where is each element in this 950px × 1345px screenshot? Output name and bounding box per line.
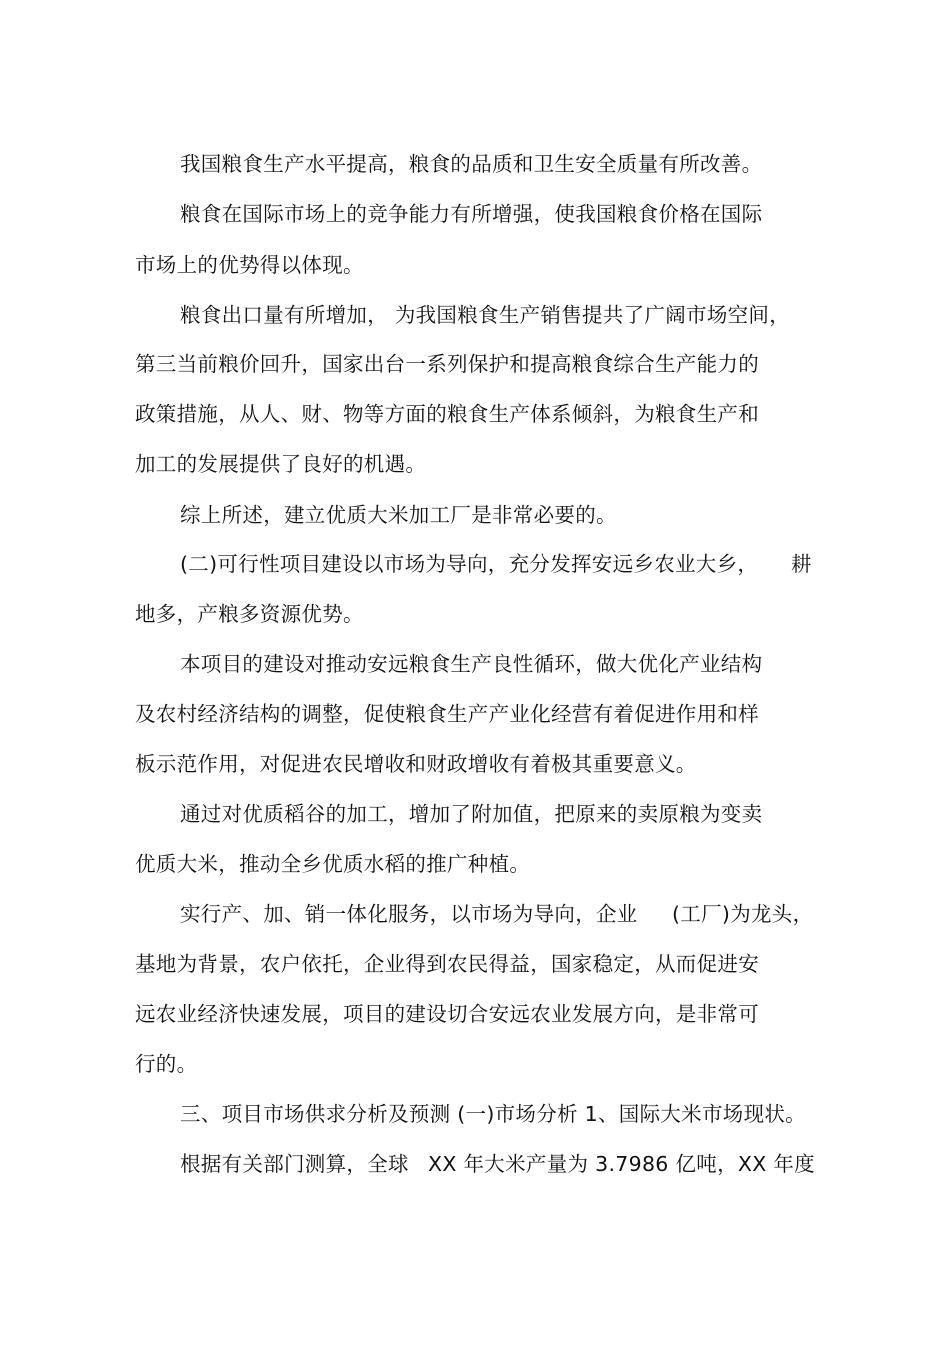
text-line: 远农业经济快速发展，项目的建设切合安远农业发展方向，是非常可 xyxy=(135,1002,759,1026)
text-line: 耕 xyxy=(791,552,812,576)
text-line: 加工的发展提供了良好的机遇。 xyxy=(135,452,427,476)
text-line: 及农村经济结构的调整，促使粮食生产产业化经营有着促进作用和样 xyxy=(135,702,759,726)
text-line: 综上所述，建立优质大米加工厂是非常必要的。 xyxy=(180,503,617,527)
text-line: 三、项目市场供求分析及预测 (一)市场分析 1、国际大米市场现状。 xyxy=(180,1102,806,1126)
text-line: (二)可行性项目建设以市场为导向，充分发挥安远乡农业大乡， xyxy=(180,552,759,576)
text-line: (工厂)为龙头， xyxy=(672,902,814,926)
text-line: 地多，产粮多资源优势。 xyxy=(135,602,364,626)
text-line: 我国粮食生产水平提高，粮食的品质和卫生安全质量有所改善。 xyxy=(180,152,763,176)
text-line: 行的。 xyxy=(135,1052,198,1076)
text-line: 粮食出口量有所增加， 为我国粮食生产销售提共了广阔市场空间， xyxy=(180,303,791,327)
text-line: 基地为背景，农户依托，企业得到农民得益，国家稳定，从而促进安 xyxy=(135,952,759,976)
text-line: XX 年大米产量为 3.7986 亿吨，XX 年度 xyxy=(428,1152,815,1176)
text-line: 政策措施，从人、财、物等方面的粮食生产体系倾斜，为粮食生产和 xyxy=(135,402,759,426)
text-line: 粮食在国际市场上的竞争能力有所增强，使我国粮食价格在国际 xyxy=(180,202,763,226)
text-line: 第三当前粮价回升，国家出台一系列保护和提高粮食综合生产能力的 xyxy=(135,352,759,376)
text-line: 市场上的优势得以体现。 xyxy=(135,253,364,277)
text-line: 优质大米，推动全乡优质水稻的推广种植。 xyxy=(135,852,531,876)
text-line: 根据有关部门测算，全球 xyxy=(180,1152,409,1176)
text-line: 本项目的建设对推动安远粮食生产良性循环，做大优化产业结构 xyxy=(180,652,763,676)
text-line: 实行产、加、销一体化服务，以市场为导向，企业 xyxy=(180,902,638,926)
text-line: 通过对优质稻谷的加工，增加了附加值，把原来的卖原粮为变卖 xyxy=(180,802,763,826)
text-line: 板示范作用，对促进农民增收和财政增收有着极其重要意义。 xyxy=(135,752,697,776)
